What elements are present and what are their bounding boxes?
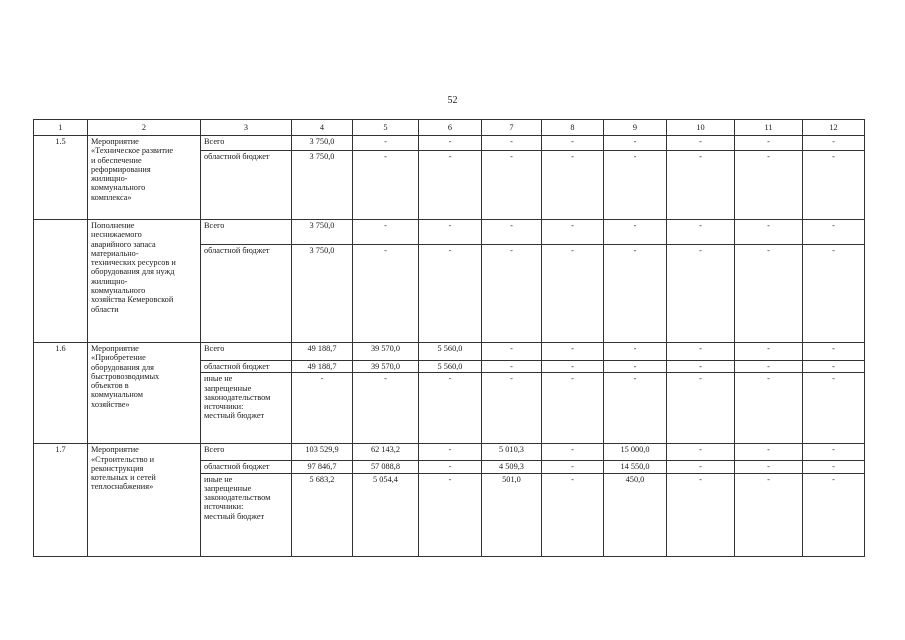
value-cell: 57 088,8 <box>353 461 419 473</box>
table-row <box>34 444 865 461</box>
value-cell: - <box>419 373 482 444</box>
column-header: 10 <box>667 120 735 136</box>
value-cell: - <box>542 136 604 151</box>
column-header: 2 <box>88 120 201 136</box>
value-cell: - <box>353 136 419 151</box>
value-cell: - <box>419 136 482 151</box>
value-cell: - <box>735 361 803 373</box>
value-cell: - <box>735 245 803 343</box>
column-header: 1 <box>34 120 88 136</box>
value-cell: - <box>803 444 865 461</box>
value-cell: - <box>542 361 604 373</box>
value-cell: - <box>667 373 735 444</box>
value-cell: 103 529,9 <box>292 444 353 461</box>
value-cell: 3 750,0 <box>292 151 353 220</box>
value-cell: - <box>542 245 604 343</box>
funding-source: иные не запрещенные законодательством источники: местный бюджет <box>201 373 292 444</box>
value-cell: - <box>604 151 667 220</box>
value-cell: - <box>542 461 604 473</box>
column-header: 5 <box>353 120 419 136</box>
value-cell: - <box>803 136 865 151</box>
value-cell: 49 188,7 <box>292 361 353 373</box>
value-cell: - <box>667 220 735 245</box>
column-header: 11 <box>735 120 803 136</box>
value-cell: 39 570,0 <box>353 361 419 373</box>
funding-source: областной бюджет <box>201 361 292 373</box>
value-cell: - <box>735 461 803 473</box>
funding-source: иные не запрещенные законодательством источники: местный бюджет <box>201 473 292 556</box>
value-cell: - <box>803 151 865 220</box>
funding-source: Всего <box>201 220 292 245</box>
value-cell: - <box>542 343 604 361</box>
value-cell: 501,0 <box>482 473 542 556</box>
value-cell: 62 143,2 <box>353 444 419 461</box>
value-cell: - <box>419 245 482 343</box>
value-cell: - <box>803 220 865 245</box>
item-title: Мероприятие «Техническое развитие и обеспечение реформирования жилищно- коммунального комплекса» <box>88 136 201 220</box>
value-cell: - <box>803 373 865 444</box>
value-cell: - <box>735 136 803 151</box>
table-body <box>34 136 865 557</box>
value-cell: - <box>667 444 735 461</box>
value-cell: 97 846,7 <box>292 461 353 473</box>
value-cell: - <box>604 136 667 151</box>
value-cell: - <box>604 245 667 343</box>
item-code: 1.5 <box>34 136 88 220</box>
value-cell: - <box>667 461 735 473</box>
item-code <box>34 220 88 343</box>
column-header: 12 <box>803 120 865 136</box>
value-cell: - <box>353 373 419 444</box>
value-cell: 39 570,0 <box>353 343 419 361</box>
value-cell: - <box>604 220 667 245</box>
value-cell: 14 550,0 <box>604 461 667 473</box>
value-cell: - <box>353 220 419 245</box>
column-header: 9 <box>604 120 667 136</box>
value-cell: 5 683,2 <box>292 473 353 556</box>
value-cell: - <box>419 461 482 473</box>
value-cell: - <box>735 373 803 444</box>
value-cell: - <box>292 373 353 444</box>
column-header: 8 <box>542 120 604 136</box>
column-header: 6 <box>419 120 482 136</box>
value-cell: - <box>542 444 604 461</box>
item-title: Пополнение неснижаемого аварийного запаса материально- технических ресурсов и оборудования для нужд жилищно- коммунального хозяйства Кемеровской области <box>88 220 201 343</box>
value-cell: 3 750,0 <box>292 136 353 151</box>
page-number: 52 <box>447 95 458 106</box>
funding-source: областной бюджет <box>201 245 292 343</box>
value-cell: - <box>667 343 735 361</box>
value-cell: 4 509,3 <box>482 461 542 473</box>
value-cell: - <box>419 220 482 245</box>
value-cell: 450,0 <box>604 473 667 556</box>
value-cell: 5 054,4 <box>353 473 419 556</box>
header-row <box>34 120 865 136</box>
value-cell: - <box>667 136 735 151</box>
value-cell: - <box>803 361 865 373</box>
value-cell: - <box>482 245 542 343</box>
value-cell: - <box>604 361 667 373</box>
value-cell: - <box>542 373 604 444</box>
value-cell: 49 188,7 <box>292 343 353 361</box>
funding-source: Всего <box>201 444 292 461</box>
value-cell: - <box>482 220 542 245</box>
value-cell: - <box>419 473 482 556</box>
item-code: 1.6 <box>34 343 88 444</box>
column-header: 4 <box>292 120 353 136</box>
value-cell: 5 010,3 <box>482 444 542 461</box>
value-cell: - <box>735 151 803 220</box>
value-cell: - <box>803 245 865 343</box>
value-cell: - <box>803 461 865 473</box>
value-cell: - <box>542 473 604 556</box>
item-title: Мероприятие «Строительство и реконструкция котельных и сетей теплоснабжения» <box>88 444 201 556</box>
value-cell: 3 750,0 <box>292 220 353 245</box>
value-cell: - <box>353 151 419 220</box>
value-cell: - <box>419 444 482 461</box>
table-row <box>34 343 865 361</box>
column-header: 3 <box>201 120 292 136</box>
funding-source: Всего <box>201 136 292 151</box>
budget-table <box>33 119 865 557</box>
item-title: Мероприятие «Приобретение оборудования для быстровозводимых объектов в коммунальном хозяйстве» <box>88 343 201 444</box>
value-cell: - <box>604 343 667 361</box>
item-code: 1.7 <box>34 444 88 556</box>
funding-source: областной бюджет <box>201 151 292 220</box>
table-row <box>34 136 865 151</box>
funding-source: областной бюджет <box>201 461 292 473</box>
value-cell: - <box>482 136 542 151</box>
value-cell: 5 560,0 <box>419 343 482 361</box>
value-cell: - <box>667 473 735 556</box>
value-cell: 15 000,0 <box>604 444 667 461</box>
value-cell: - <box>667 151 735 220</box>
value-cell: - <box>803 473 865 556</box>
value-cell: - <box>604 373 667 444</box>
value-cell: - <box>482 343 542 361</box>
value-cell: - <box>735 473 803 556</box>
value-cell: - <box>482 361 542 373</box>
value-cell: - <box>482 373 542 444</box>
value-cell: - <box>735 220 803 245</box>
table-row <box>34 220 865 245</box>
value-cell: - <box>735 343 803 361</box>
value-cell: - <box>419 151 482 220</box>
value-cell: 3 750,0 <box>292 245 353 343</box>
value-cell: - <box>353 245 419 343</box>
column-header: 7 <box>482 120 542 136</box>
value-cell: - <box>542 151 604 220</box>
value-cell: 5 560,0 <box>419 361 482 373</box>
value-cell: - <box>735 444 803 461</box>
value-cell: - <box>482 151 542 220</box>
funding-source: Всего <box>201 343 292 361</box>
value-cell: - <box>667 245 735 343</box>
value-cell: - <box>667 361 735 373</box>
value-cell: - <box>803 343 865 361</box>
value-cell: - <box>542 220 604 245</box>
